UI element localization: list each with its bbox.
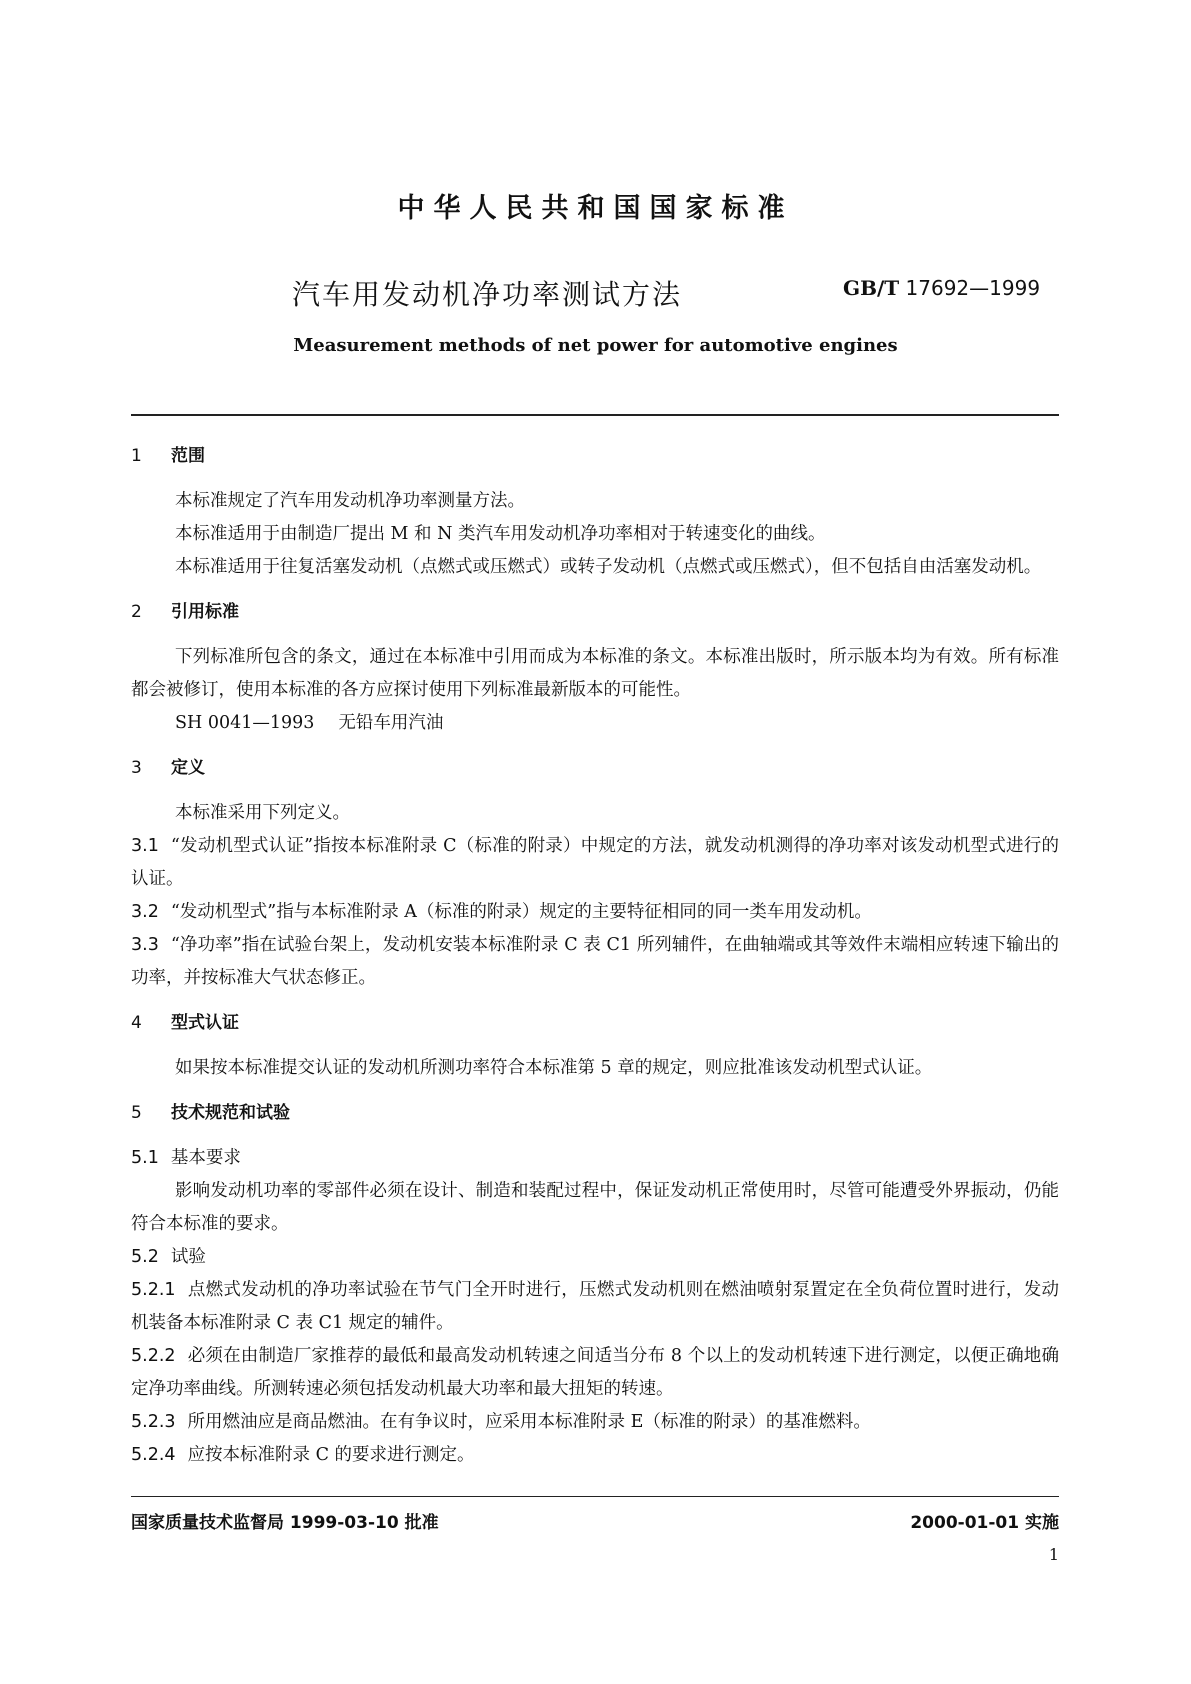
clause-text: 所用燃油应是商品燃油。在有争议时，应采用本标准附录 E（标准的附录）的基准燃料。 [187, 1412, 871, 1432]
clause-5-2-heading [131, 1241, 1059, 1274]
clause-number: 5.2.4 [131, 1445, 176, 1465]
section-number: 2 [131, 602, 142, 622]
section-heading-normative-references [131, 596, 1059, 629]
section-title: 型式认证 [171, 1013, 239, 1033]
section-title: 范围 [171, 446, 205, 466]
paragraph: 本标准规定了汽车用发动机净功率测量方法。 [175, 491, 525, 511]
clause-number: 3.3 [131, 935, 159, 955]
clause-title: 试验 [170, 1247, 206, 1267]
header-divider [131, 414, 1059, 416]
section-number: 4 [131, 1013, 142, 1033]
clause-number: 5.1 [131, 1148, 159, 1168]
section-number: 1 [131, 446, 142, 466]
standard-code-number: 17692—1999 [905, 276, 1041, 300]
approval-statement: 国家质量技术监督局 1999-03-10 批准 [131, 1513, 439, 1533]
clause-text: 应按本标准附录 C 的要求进行测定。 [187, 1445, 475, 1465]
paragraph: 影响发动机功率的零部件必须在设计、制造和装配过程中，保证发动机正常使用时，尽管可能遭受外界振动，仍能符合本标准的要求。 [131, 1181, 1059, 1234]
clause-3-3 [131, 929, 1059, 995]
footer-divider [131, 1496, 1059, 1497]
section-title: 引用标准 [171, 602, 239, 622]
paragraph: 本标准采用下列定义。 [175, 803, 350, 823]
paragraph: 本标准适用于由制造厂提出 M 和 N 类汽车用发动机净功率相对于转速变化的曲线。 [175, 524, 826, 544]
document-body [131, 440, 1059, 1472]
reference-title: 无铅车用汽油 [338, 713, 444, 733]
clause-title: 基本要求 [170, 1148, 241, 1168]
section-heading-scope [131, 440, 1059, 473]
clause-number: 5.2.2 [131, 1346, 176, 1366]
clause-5-2-4 [131, 1439, 1059, 1472]
clause-text: 必须在由制造厂家推荐的最低和最高发动机转速之间适当分布 8 个以上的发动机转速下进行测定，以便正确地确定净功率曲线。所测转速必须包括发动机最大功率和最大扭矩的转速。 [131, 1346, 1059, 1399]
clause-text: 点燃式发动机的净功率试验在节气门全开时进行，压燃式发动机则在燃油喷射泵置定在全负荷位置时进行，发动机装备本标准附录 C 表 C1 规定的辅件。 [131, 1280, 1059, 1333]
clause-text: “发动机型式”指与本标准附录 A（标准的附录）规定的主要特征相同的同一类车用发动机。 [170, 902, 872, 922]
reference-entry [131, 707, 1059, 740]
english-title: Measurement methods of net power for automotive engines [293, 335, 898, 356]
clause-number: 3.2 [131, 902, 159, 922]
clause-5-2-3 [131, 1406, 1059, 1439]
paragraph: 如果按本标准提交认证的发动机所测功率符合本标准第 5 章的规定，则应批准该发动机型式认证。 [175, 1058, 933, 1078]
clause-3-1 [131, 830, 1059, 896]
clause-text: “净功率”指在试验台架上，发动机安装本标准附录 C 表 C1 所列辅件，在曲轴端或其等效件末端相应转速下输出的功率，并按标准大气状态修正。 [131, 935, 1059, 988]
standard-code [843, 276, 1040, 300]
section-heading-definitions [131, 752, 1059, 785]
section-title: 技术规范和试验 [171, 1103, 290, 1123]
clause-5-2-2 [131, 1340, 1059, 1406]
clause-number: 5.2 [131, 1247, 159, 1267]
standard-name: 中华人民共和国国家标准 [397, 193, 794, 224]
effective-date: 2000-01-01 实施 [910, 1513, 1059, 1533]
section-heading-type-approval [131, 1007, 1059, 1040]
standard-code-prefix: GB/T [843, 276, 900, 300]
clause-5-2-1 [131, 1274, 1059, 1340]
paragraph: 下列标准所包含的条文，通过在本标准中引用而成为本标准的条文。本标准出版时，所示版本均为有效。所有标准都会被修订，使用本标准的各方应探讨使用下列标准最新版本的可能性。 [131, 647, 1059, 700]
section-heading-specifications-and-tests [131, 1097, 1059, 1130]
clause-number: 5.2.3 [131, 1412, 176, 1432]
clause-number: 5.2.1 [131, 1280, 176, 1300]
clause-3-2 [131, 896, 1059, 929]
section-number: 3 [131, 758, 142, 778]
clause-5-1-heading [131, 1142, 1059, 1175]
document-title: 汽车用发动机净功率测试方法 [292, 278, 683, 311]
paragraph: 本标准适用于往复活塞发动机（点燃式或压燃式）或转子发动机（点燃式或压燃式），但不包括自由活塞发动机。 [175, 557, 1042, 577]
reference-code: SH 0041—1993 [175, 713, 315, 733]
section-title: 定义 [171, 758, 205, 778]
clause-text: “发动机型式认证”指按本标准附录 C（标准的附录）中规定的方法，就发动机测得的净功率对该发动机型式进行的认证。 [131, 836, 1059, 889]
clause-number: 3.1 [131, 836, 159, 856]
page-number: 1 [1048, 1545, 1059, 1564]
section-number: 5 [131, 1103, 142, 1123]
